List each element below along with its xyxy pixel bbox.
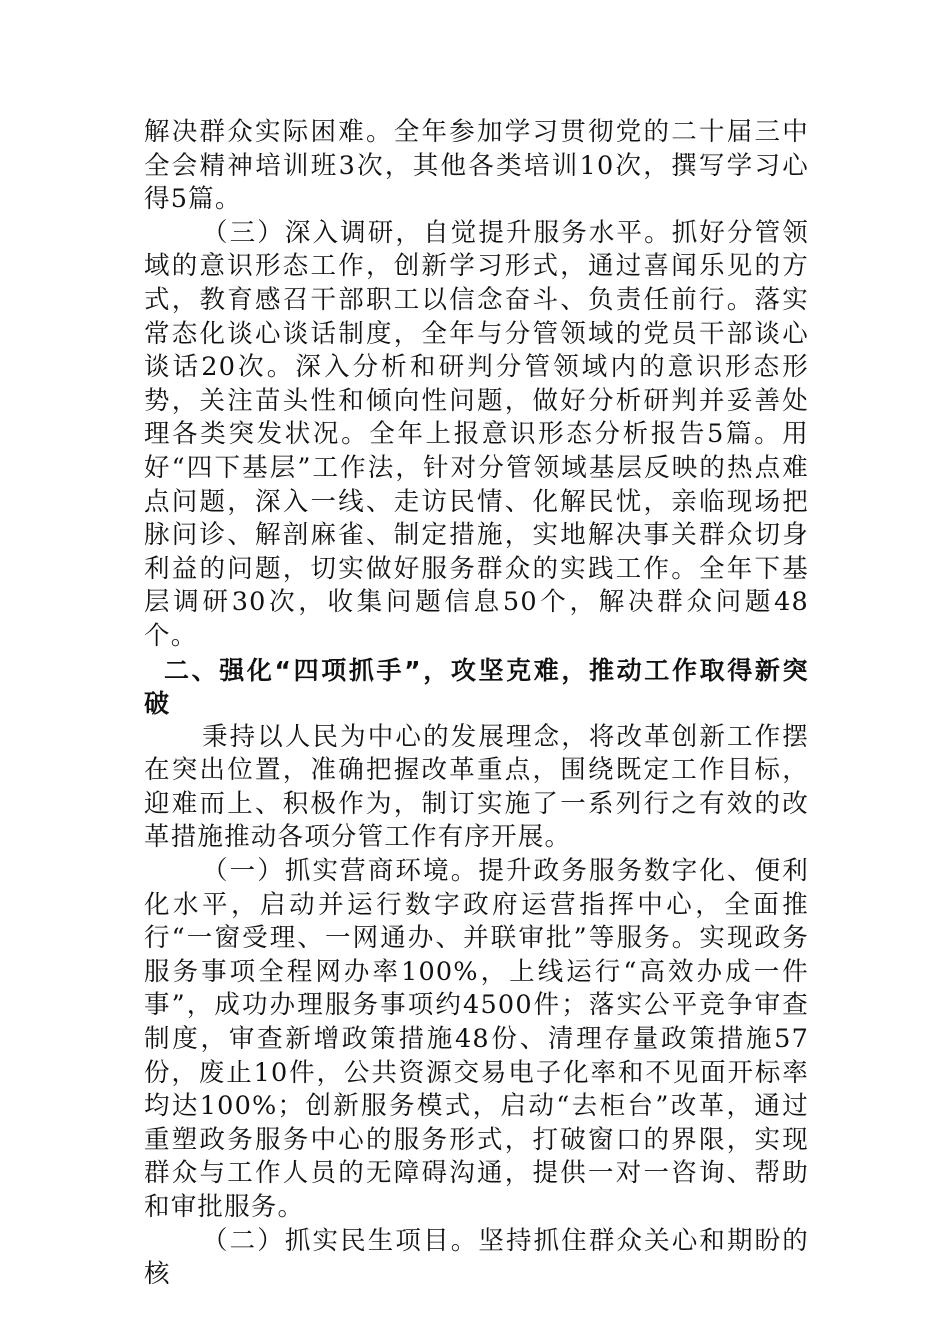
body-paragraph-reform-intro: 秉持以人民为中心的发展理念，将改革创新工作摆在突出位置，准确把握改革重点，围绕既定工作目标，迎难而上、积极作为，制订实施了一系列行之有效的改革措施推动各项分管工作有序开展。 xyxy=(144,721,809,853)
body-paragraph-livelihood-projects: （二）抓实民生项目。坚持抓住群众关心和期盼的核 xyxy=(144,1225,809,1290)
body-paragraph-1: 解决群众实际困难。全年参加学习贯彻党的二十届三中全会精神培训班3次，其他各类培训10次，撰写学习心得5篇。 xyxy=(144,117,809,215)
section-heading-2: 二、强化“四项抓手”，攻坚克难，推动工作取得新突破 xyxy=(144,655,809,719)
document-page xyxy=(144,116,809,1292)
body-paragraph-business-environment: （一）抓实营商环境。提升政务服务数字化、便利化水平，启动并运行数字政府运营指挥中心，全面推行“一窗受理、一网通办、并联审批”等服务。实现政务服务事项全程网办率100%，上线运行“高效办成一件事”，成功办理服务事项约4500件；落实公平竞争审查制度，审查新增政策措施48份、清理存量政策措施57份，废止10件，公共资源交易电子化率和不见面开标率均达100%；创新服务模式，启动“去柜台”改革，通过重塑政务服务中心的服务形式，打破窗口的界限，实现群众与工作人员的无障碍沟通，提供一对一咨询、帮助和审批服务。 xyxy=(144,856,809,1222)
body-paragraph-research: （三）深入调研，自觉提升服务水平。抓好分管领域的意识形态工作，创新学习形式，通过喜闻乐见的方式，教育感召干部职工以信念奋斗、负责任前行。落实常态化谈心谈话制度，全年与分管领域的党员干部谈心谈话20次。深入分析和研判分管领域内的意识形态形势，关注苗头性和倾向性问题，做好分析研判并妥善处理各类突发状况。全年上报意识形态分析报告5篇。用好“四下基层”工作法，针对分管领域基层反映的热点难点问题，深入一线、走访民情、化解民忧，亲临现场把脉问诊、解剖麻雀、制定措施，实地解决事关群众切身利益的问题，切实做好服务群众的实践工作。全年下基层调研30次，收集问题信息50个，解决群众问题48个。 xyxy=(144,217,809,651)
